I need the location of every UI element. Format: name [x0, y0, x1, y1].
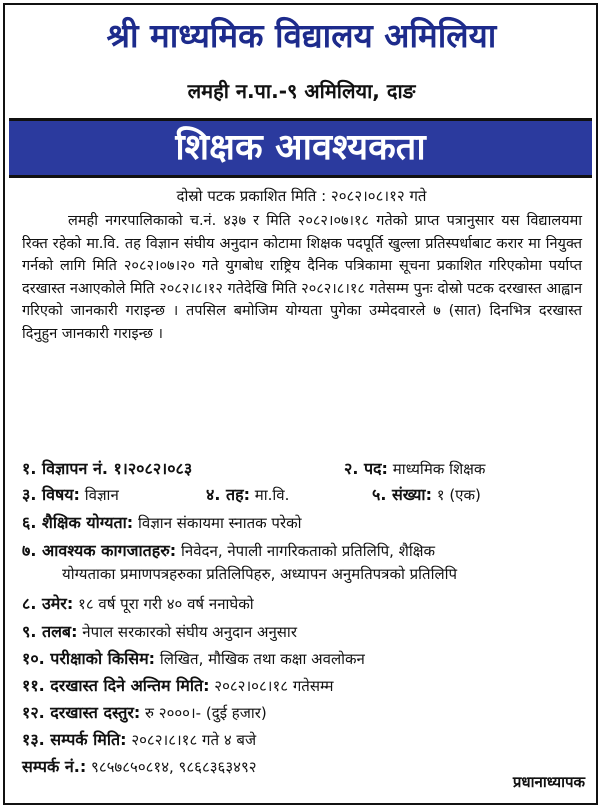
advert-number: १. विज्ञापन नं. १।२०८२।०८३	[22, 459, 193, 478]
school-name: श्री माध्यमिक विद्यालय अमिलिया	[106, 16, 497, 55]
documents-row: ७. आवश्यक कागजातहरु: निवेदन, नेपाली नागरिकताको प्रतिलिपि, शैक्षिक	[22, 541, 436, 560]
subject-field: ३. विषय: विज्ञान	[22, 485, 119, 504]
fee-row: १२. दरखास्त दस्तुर: रु २०००।- (दुई हजार)	[22, 703, 267, 722]
salary-row: ९. तलब: नेपाल सरकारको संघीय अनुदान अनुसार	[22, 622, 297, 641]
contact-number-row: सम्पर्क नं.: ९८५७८५०८१४, ९८६८३६३४९२	[22, 757, 257, 776]
age-row: ८. उमेर: १८ वर्ष पूरा गरी ४० वर्ष ननाघेको	[22, 594, 254, 613]
school-address: लमही न.पा.-९ अमिलिया, दाङ	[187, 79, 416, 103]
notice-banner-title: शिक्षक आवश्यकता	[9, 118, 592, 178]
deadline-row: ११. दरखास्त दिने अन्तिम मिति: २०८२।०८।१८ गतेसम्म	[22, 676, 334, 695]
documents-row-continued: योग्यताका प्रमाणपत्रहरुका प्रतिलिपिहरु, अध्यापन अनुमतिपत्रको प्रतिलिपि	[62, 565, 458, 583]
level-field: ४. तह: मा.वि.	[206, 485, 290, 504]
post-field: २. पद: माध्यमिक शिक्षक	[344, 459, 486, 478]
contact-date-row: १३. सम्पर्क मिति: २०८२।८।१८ गते ४ बजे	[22, 730, 257, 749]
publication-date: दोस्रो पटक प्रकाशित मिति : २०८२।०८।१२ गते	[176, 187, 427, 205]
notice-body	[22, 210, 582, 345]
qualification-row: ६. शैक्षिक योग्यता: विज्ञान संकायमा स्नातक परेको	[22, 513, 302, 532]
signature-principal: प्रधानाध्यापक	[512, 773, 585, 791]
exam-type-row: १०. परीक्षाको किसिम: लिखित, मौखिक तथा कक्षा अवलोकन	[22, 649, 365, 668]
count-field: ५. संख्या: १ (एक)	[372, 485, 481, 504]
notice-body-text: लमही नगरपालिकाको च.नं. ४३७ र मिति २०८२।०७।१८ गतेको प्राप्त पत्रानुसार यस विद्यालयमा रिक्त रहेको मा.वि. तह विज्ञान संघीय अनुदान कोटामा शिक्षक पदपूर्ति खुल्ला प्रतिस्पर्धाबाट करार मा नियुक्त गर्नको लागि मिति २०८२।०७।२० गते युगबोध राष्ट्रिय दैनिक पत्रिकामा सूचना प्रकाशित गरिएकोमा पर्याप्त दरखास्त नआएकोले मिति २०८२।८।१२ गतेदेखि मिति २०८२।८।१८ गतेसम्म पुनः दोस्रो पटक दरखास्त आह्वान गरिएको जानकारी गराइन्छ । तपसिल बमोजिम योग्यता पुगेका उम्मेदवारले ७ (सात) दिनभित्र दरखास्त दिनुहुन जानकारी गराइन्छ ।	[22, 213, 582, 342]
